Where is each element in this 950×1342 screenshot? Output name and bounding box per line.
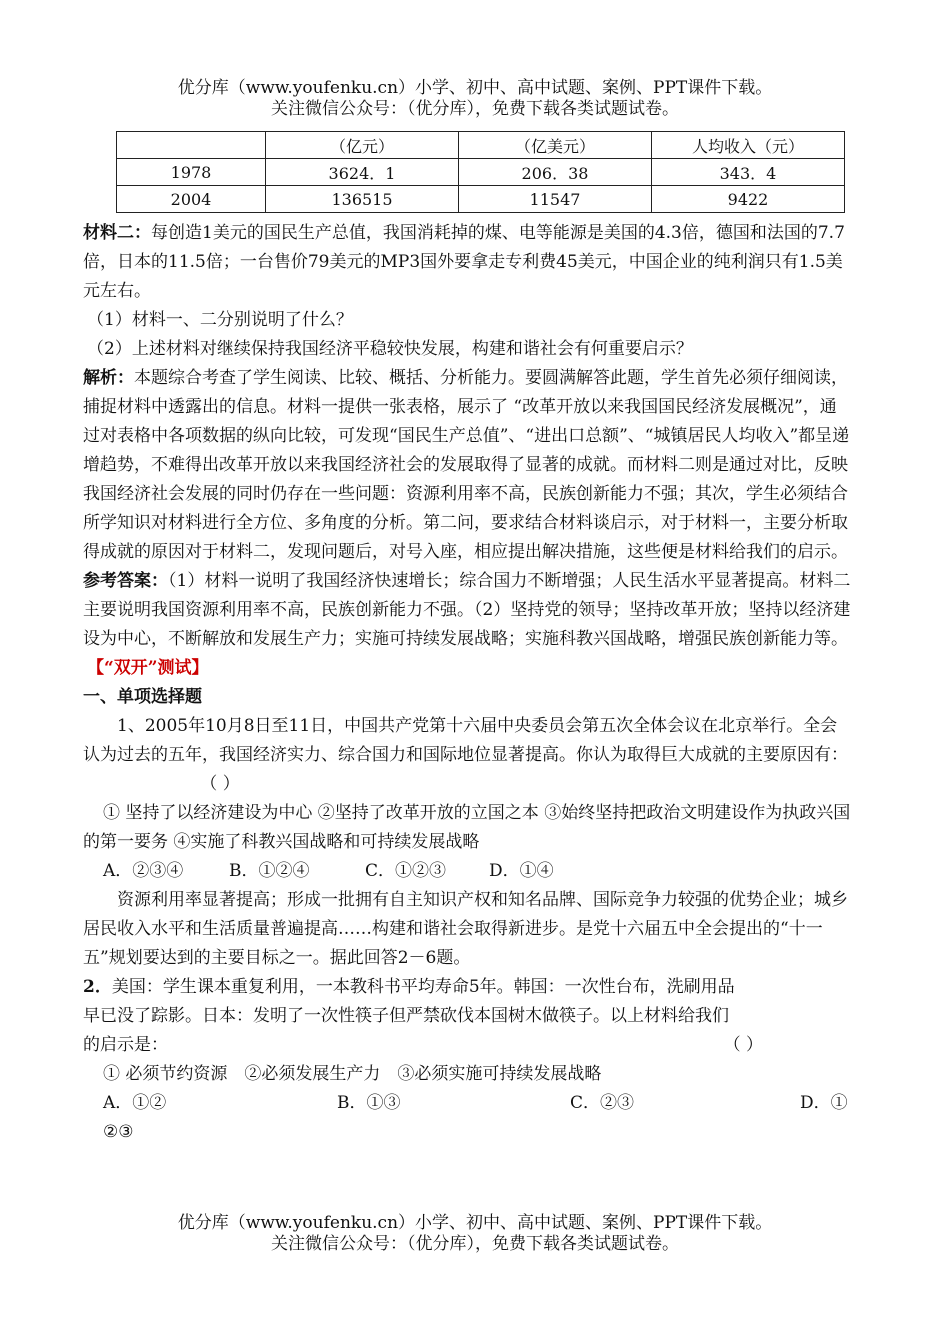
table-cell: 136515	[266, 186, 459, 213]
table-cell: 206．38	[459, 159, 652, 186]
table-cell: 9422	[652, 186, 845, 213]
footer-line-2: 关注微信公众号：（优分库），免费下载各类试题试卷。	[271, 1234, 679, 1254]
question-2-line-1	[83, 973, 853, 1002]
option-d: D．①	[800, 1093, 848, 1113]
answer-text: （1）材料一说明了我国经济快速增长；综合国力不断增强；人民生活水平显著提高。材料二主要说明我国资源利用率不高，民族创新能力不强。（2）坚持党的领导；坚持改革开放；坚持以经济建设为中心，不断解放和发展生产力；实施可持续发展战略；实施科教兴国战略，增强民族创新能力等。	[83, 571, 851, 649]
material-two	[83, 219, 853, 306]
document-body	[83, 219, 853, 1147]
question-part-2: （2）上述材料对继续保持我国经济平稳较快发展，构建和谐社会有何重要启示？	[87, 339, 693, 359]
page-footer	[0, 1213, 950, 1255]
header-line-2: 关注微信公众号：（优分库），免费下载各类试题试卷。	[271, 99, 679, 119]
table-cell: 3624．1	[266, 159, 459, 186]
analysis-label: 解析：	[83, 368, 134, 388]
question-2-number: 2．	[83, 977, 112, 997]
option-a: A．①②	[103, 1093, 167, 1113]
passage: 资源利用率显著提高；形成一批拥有自主知识产权和知名品牌、国际竞争力较强的优势企业；城乡居民收入水平和生活质量普遍提高……构建和谐社会取得新进步。是党十六届五中全会提出的“十一五”规划要达到的主要目标之一。据此回答2－6题。	[83, 890, 848, 968]
footer-line-1: 优分库（www.youfenku.cn）小学、初中、高中试题、案例、PPT课件下载。	[177, 1213, 773, 1233]
question-1-items: ① 坚持了以经济建设为中心 ②坚持了改革开放的立国之本 ③始终坚持把政治文明建设作为执政兴国的第一要务 ④实施了科教兴国战略和可持续发展战略	[83, 803, 851, 852]
question-1-stem: 1、2005年10月8日至11日，中国共产党第十六届中央委员会第五次全体会议在北京举行。全会认为过去的五年，我国经济实力、综合国力和国际地位显著提高。你认为取得巨大成就的主要原因有：	[83, 716, 848, 765]
table-row	[117, 186, 845, 213]
question-part-1: （1）材料一、二分别说明了什么？	[87, 310, 353, 330]
table-cell: 343．4	[652, 159, 845, 186]
option-c: C．①②③	[365, 861, 447, 881]
answer-bracket: （ ）	[200, 774, 240, 794]
option-d-continued: ②③	[103, 1122, 134, 1142]
option-b: B．①②④	[229, 861, 310, 881]
material-two-text: 每创造1美元的国民生产总值，我国消耗掉的煤、电等能源是美国的4.3倍，德国和法国的7.7倍，日本的11.5倍；一台售价79美元的MP3国外要拿走专利费45美元，中国企业的纯利润只有1.5美元左右。	[83, 223, 845, 301]
question-2-items: ① 必须节约资源 ②必须发展生产力 ③必须实施可持续发展战略	[103, 1064, 602, 1084]
page-header	[0, 78, 950, 120]
answer-label: 参考答案：	[83, 571, 168, 591]
material-two-label: 材料二：	[83, 223, 151, 243]
header-line-1: 优分库（www.youfenku.cn）小学、初中、高中试题、案例、PPT课件下载。	[177, 78, 773, 98]
table-header-cell: （亿美元）	[459, 132, 652, 159]
table-row	[117, 159, 845, 186]
question-2-line-2: 早已没了踪影。日本：发明了一次性筷子但严禁砍伐本国树木做筷子。以上材料给我们	[83, 1006, 729, 1026]
option-a: A．②③④	[103, 861, 184, 881]
question-2-options	[83, 1089, 853, 1118]
table-header-cell: （亿元）	[266, 132, 459, 159]
table-header-cell: 人均收入（元）	[652, 132, 845, 159]
table-cell: 2004	[117, 186, 266, 213]
section-title: 一、单项选择题	[83, 687, 202, 707]
table-cell: 1978	[117, 159, 266, 186]
table-header-cell	[117, 132, 266, 159]
analysis	[83, 364, 853, 567]
option-c: C．②③	[570, 1093, 635, 1113]
question-2-line-3	[83, 1031, 853, 1060]
question-2-text: 美国：学生课本重复利用，一本教科书平均寿命5年。韩国：一次性台布，洗刷用品	[111, 977, 735, 997]
analysis-text: 本题综合考查了学生阅读、比较、概括、分析能力。要圆满解答此题，学生首先必须仔细阅读，捕捉材料中透露出的信息。材料一提供一张表格，展示了 “改革开放以来我国国民经济发展概况”，通过对表格中各项数据的纵向比较，可发现“国民生产总值”、“进出口总额”、“城镇居民人均收入”都呈递增趋势，不难得出改革开放以来我国经济社会的发展取得了显著的成就。而材料二则是通过对比，反映我国经济社会发展的同时仍存在一些问题：资源利用率不高，民族创新能力不强；其次，学生必须结合所学知识对材料进行全方位、多角度的分析。第二问，要求结合材料谈启示，对于材料一，主要分析取得成就的原因对于材料二，发现问题后，对号入座，相应提出解决措施，这些便是材料给我们的启示。	[83, 368, 850, 562]
reference-answer	[83, 567, 853, 654]
option-b: B．①③	[337, 1093, 401, 1113]
question-2-prompt: 的启示是：	[83, 1035, 168, 1055]
answer-bracket: （ ）	[723, 1035, 763, 1055]
table-header-row	[117, 132, 845, 159]
question-1-options	[83, 857, 853, 886]
option-d: D．①④	[489, 861, 554, 881]
question-1	[83, 712, 853, 799]
section-tag: 【“双开”测试】	[87, 658, 209, 678]
table-cell: 11547	[459, 186, 652, 213]
data-table	[116, 131, 845, 213]
